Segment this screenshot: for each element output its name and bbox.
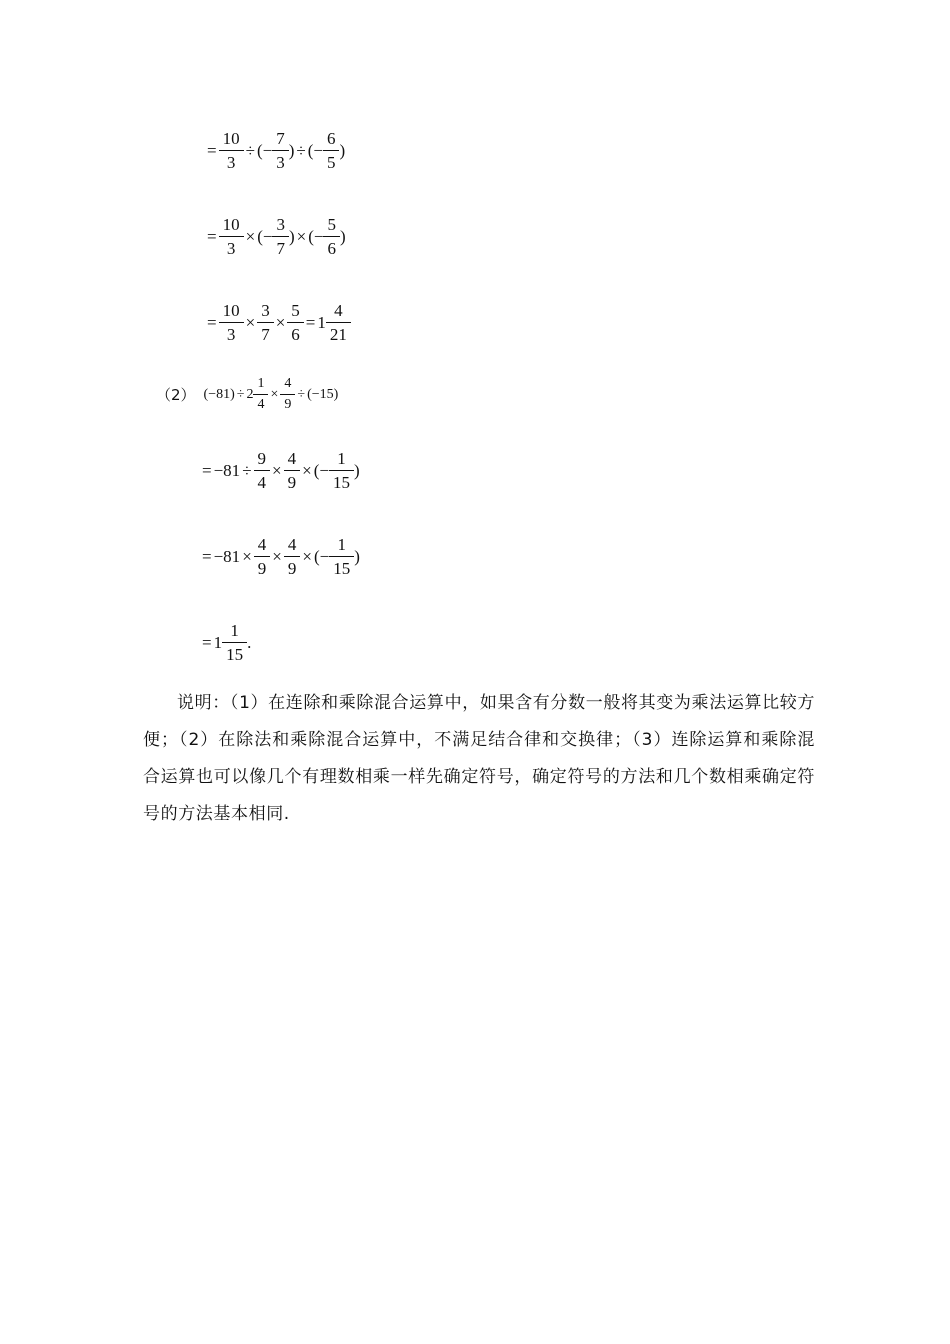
fraction [286,536,299,577]
math-operator: ÷ [297,386,306,402]
fraction [224,622,245,663]
fraction-numerator: 4 [334,301,343,320]
fraction [286,450,299,491]
math-term: 1 [317,312,326,332]
fraction-denominator: 9 [254,556,271,577]
fraction-numerator: 3 [261,301,270,320]
fraction-numerator: 9 [257,449,267,468]
math-term: −81 [213,546,241,566]
equation-line-4 [200,450,360,491]
math-operator: × [296,226,307,246]
math-term: ) [353,460,360,480]
fraction-denominator: 15 [222,642,247,663]
fraction [282,377,293,412]
fraction-numerator: 3 [276,215,285,234]
fraction [256,536,269,577]
fraction-numerator: 4 [287,535,297,554]
math-term: (− [307,140,323,160]
fraction [274,216,287,257]
math-operator: = [207,312,217,332]
math-operator: × [302,460,312,480]
equation-line-6 [200,622,251,663]
fraction-numerator: 1 [230,621,239,640]
math-operator: = [305,312,316,332]
fraction-numerator: 7 [276,129,285,148]
fraction [274,130,287,171]
fraction-denominator: 7 [257,322,274,343]
math-operator: = [202,632,212,652]
fraction [331,450,352,491]
fraction [325,216,338,257]
fraction-numerator: 10 [222,301,240,320]
fraction-numerator: 4 [287,449,297,468]
fraction [256,450,269,491]
equation-line-1 [205,130,345,171]
fraction-denominator: 15 [329,470,354,491]
math-term: (− [256,140,273,160]
fraction-numerator: 1 [337,535,346,554]
math-term: (− [308,226,324,246]
math-term: ) [354,546,360,566]
fraction-denominator: 6 [323,236,340,257]
fraction-denominator: 21 [326,322,351,343]
fraction-numerator: 5 [291,301,300,320]
math-operator: ÷ [236,386,245,402]
math-term: (− [313,460,329,480]
math-term: . [247,632,252,652]
math-term: (−81) [203,386,235,402]
math-operator: ÷ [245,140,255,160]
fraction [289,302,302,343]
fraction-denominator: 3 [219,322,244,343]
math-operator: = [202,460,212,480]
equation-line-2 [205,216,346,257]
equation-line-3 [205,302,351,343]
fraction-denominator: 3 [219,236,244,257]
math-term: ) [288,140,295,160]
fraction [259,302,272,343]
fraction-denominator: 3 [219,150,244,171]
equation-line-5 [200,536,360,577]
math-operator: ÷ [242,460,252,480]
fraction-denominator: 4 [253,394,268,412]
fraction-denominator: 3 [272,150,289,171]
fraction [255,377,266,412]
math-operator: = [207,226,217,246]
math-operator: = [202,546,212,566]
fraction-denominator: 5 [323,150,340,171]
math-term: ) [339,140,346,160]
math-term: −81 [213,460,241,480]
fraction-denominator: 9 [280,394,295,412]
math-term: (− [257,226,273,246]
part2-problem [204,377,339,412]
fraction-denominator: 6 [287,322,304,343]
math-operator: × [302,546,312,566]
math-operator: × [270,386,279,402]
fraction-numerator: 10 [222,215,240,234]
math-operator: × [275,312,286,332]
math-term: (−15) [307,386,339,402]
math-operator: × [272,460,282,480]
fraction [328,302,349,343]
fraction-denominator: 15 [329,556,354,577]
fraction-numerator: 1 [337,449,346,468]
fraction [331,536,352,577]
math-operator: × [242,546,252,566]
fraction-denominator: 7 [272,236,289,257]
part2-label: （2） [156,386,196,404]
fraction-numerator: 5 [327,215,336,234]
fraction [221,130,242,171]
math-term: ) [339,226,346,246]
fraction-denominator: 9 [284,556,301,577]
explanation-paragraph: 说明：（1）在连除和乘除混合运算中，如果含有分数一般将其变为乘法运算比较方便；（2）在除法和乘除混合运算中，不满足结合律和交换律；（3）连除运算和乘除混合运算也可以像几个有理数相乘一样先确定符号，确定符号的方法和几个数相乘确定符号的方法基本相同. [143,693,815,824]
fraction [221,302,242,343]
math-operator: = [207,140,217,160]
math-term: 1 [213,632,223,652]
fraction-denominator: 9 [284,470,301,491]
math-operator: × [272,546,282,566]
math-term: 2 [246,386,254,402]
fraction-denominator: 4 [254,470,271,491]
fraction [325,130,338,171]
fraction-numerator: 4 [257,535,267,554]
fraction-numerator: 10 [222,129,240,148]
math-operator: × [245,226,256,246]
fraction [221,216,242,257]
math-term: (− [313,546,330,566]
part2-problem-line [156,377,338,412]
math-term: ) [288,226,295,246]
math-operator: × [245,312,256,332]
math-operator: ÷ [296,140,306,160]
fraction-numerator: 4 [284,376,292,391]
fraction-numerator: 1 [257,376,265,391]
fraction-numerator: 6 [326,129,336,148]
